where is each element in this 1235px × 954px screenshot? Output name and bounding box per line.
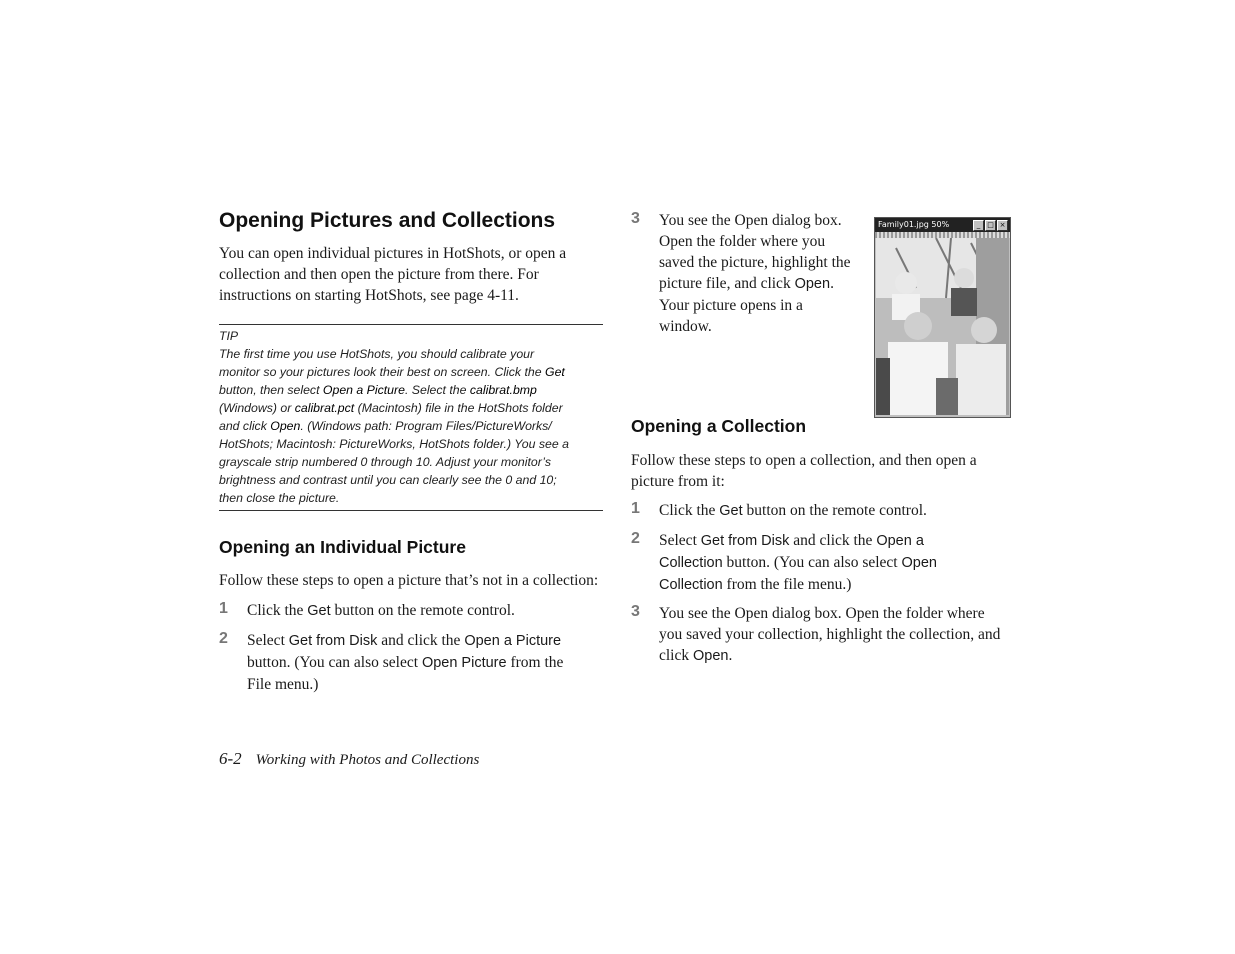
step-number: 3 [631, 603, 640, 620]
tip-top-rule [219, 324, 603, 325]
tip-line: button, then select Open a Picture. Select the calibrat.bmp [219, 383, 537, 397]
page-title: Opening Pictures and Collections [219, 209, 556, 232]
tip-line: The first time you use HotShots, you should calibrate your [219, 347, 535, 361]
step-number: 1 [219, 600, 228, 617]
tip-line: brightness and contrast until you can clearly see the 0 and 10; [219, 473, 557, 487]
step-text: Click the Get button on the remote control. [659, 502, 927, 519]
page-number: 6-2 [219, 749, 242, 768]
intro-line: collection and then open the picture from there. For [219, 266, 539, 283]
step-text: Select Get from Disk and click the Open a Collection button. (You can also select Open Collection from the file menu.) [659, 532, 937, 593]
family-photo [876, 238, 1009, 415]
tip-line: grayscale strip numbered 0 through 10. Adjust your monitor’s [219, 455, 551, 469]
step-text: You see the Open dialog box. Open the folder where you saved the picture, highlight the picture file, and click Open. Your picture opens in a window. [659, 212, 851, 335]
tip-line: then close the picture. [219, 491, 340, 505]
step-text: Click the Get button on the remote control. [247, 602, 515, 619]
collection-lead: Follow these steps to open a collection, and then open a picture from it: [631, 452, 977, 490]
intro-paragraph [219, 243, 609, 306]
tip-bottom-rule [219, 510, 603, 511]
close-icon: × [997, 220, 1008, 231]
step-number: 1 [631, 500, 640, 517]
tip-line: monitor so your pictures look their best on screen. Click the Get [219, 365, 565, 379]
window-title: Family01.jpg 50% [878, 220, 950, 229]
step-text: Select Get from Disk and click the Open a Picture button. (You can also select Open Picture from the File menu.) [247, 632, 564, 693]
picture-window-screenshot [874, 217, 1011, 418]
intro-line: You can open individual pictures in HotShots, or open a [219, 245, 567, 262]
section-heading-individual: Opening an Individual Picture [219, 537, 466, 557]
tip-line: (Windows) or calibrat.pct (Macintosh) file in the HotShots folder [219, 401, 563, 415]
step-number: 3 [631, 210, 640, 227]
tip-line: and click Open. (Windows path: Program Files/PictureWorks/ [219, 419, 552, 433]
minimize-icon: _ [973, 220, 984, 231]
intro-line: instructions on starting HotShots, see page 4-11. [219, 287, 519, 304]
maximize-icon: □ [985, 220, 996, 231]
tip-box [219, 327, 609, 507]
step-number: 2 [219, 630, 228, 647]
page-footer [219, 749, 479, 769]
step-text: You see the Open dialog box. Open the folder where you saved your collection, highlight the collection, and click Open. [659, 605, 1001, 664]
individual-lead: Follow these steps to open a picture that’s not in a collection: [219, 572, 599, 589]
step-number: 2 [631, 530, 640, 547]
tip-line: HotShots; Macintosh: PictureWorks, HotShots folder.) You see a [219, 437, 569, 451]
chapter-title: Working with Photos and Collections [255, 752, 480, 768]
tip-label: TIP [219, 329, 239, 343]
window-titlebar [875, 218, 1010, 232]
section-heading-collection: Opening a Collection [631, 416, 807, 436]
